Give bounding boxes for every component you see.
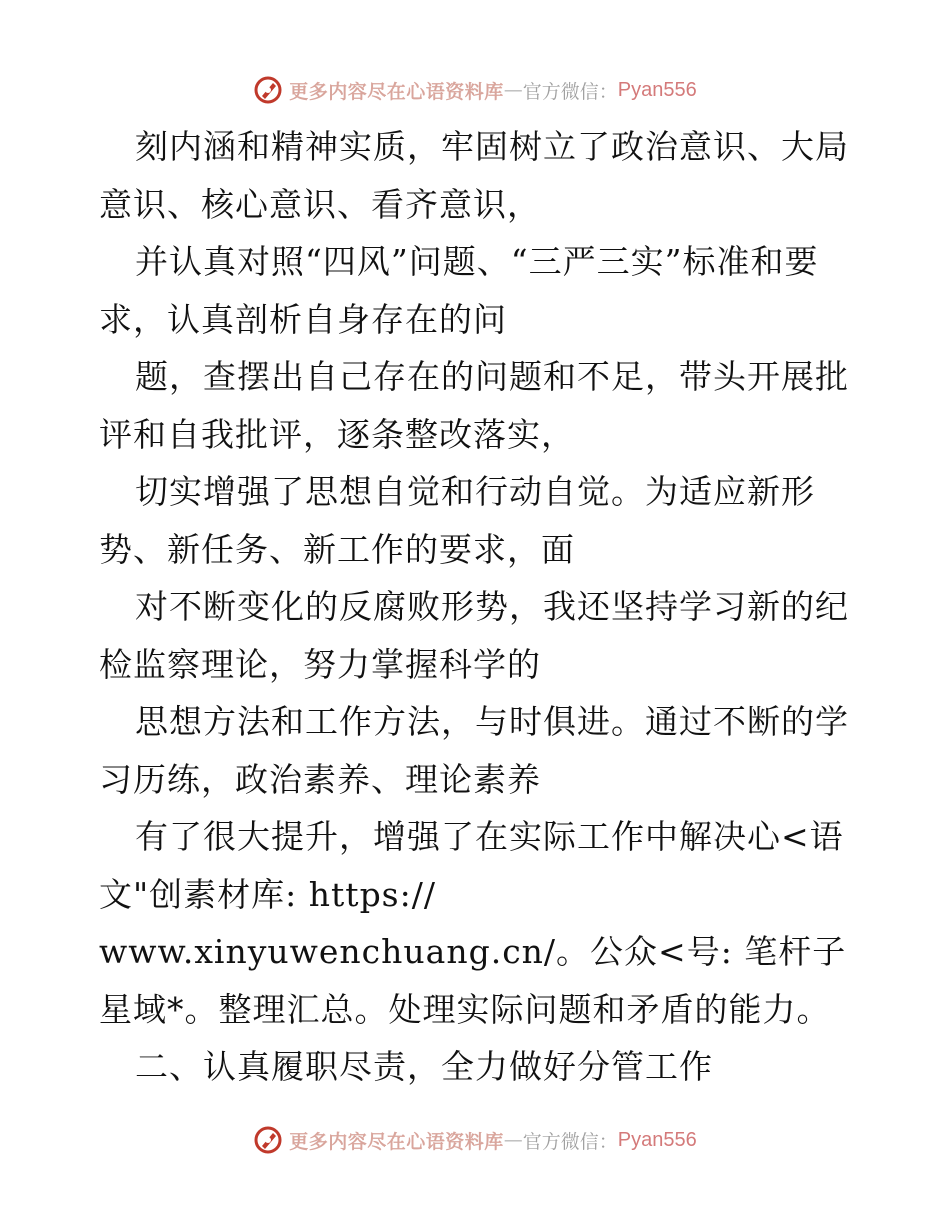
banner-wechat-id: Pyan556 <box>617 78 697 101</box>
banner-wechat-id: Pyan556 <box>617 1128 697 1151</box>
banner-wechat-label: 官方微信： <box>522 80 618 103</box>
pen-emblem-logo-icon <box>253 1125 283 1155</box>
paragraph: 并认真对照“四风”问题、“三严三实”标准和要求，认真剖析自身存在的问 <box>99 242 819 339</box>
banner-slogan: 更多内容尽在心语资料库 <box>289 1130 504 1153</box>
banner-wechat-label: 官方微信： <box>522 1130 618 1153</box>
paragraph: 切实增强了思想自觉和行动自觉。为适应新形势、新任务、新工作的要求，面 <box>99 472 815 569</box>
document-body <box>99 118 859 1096</box>
paragraph: 对不断变化的反腐败形势，我还坚持学习新的纪检监察理论，努力掌握科学的 <box>99 587 849 684</box>
banner-dash: — <box>503 1129 523 1151</box>
paragraph: www.xinyuwenchuang.cn/。公众<号: 笔杆子星域*。整理汇总。处理实际问题和矛盾的能力。 <box>99 932 847 1029</box>
paragraph: 题，查摆出自己存在的问题和不足，带头开展批评和自我批评，逐条整改落实， <box>99 357 849 454</box>
banner-dash: — <box>503 79 523 101</box>
pen-emblem-logo-icon <box>253 75 283 105</box>
paragraph: 思想方法和工作方法，与时俱进。通过不断的学习历练，政治素养、理论素养 <box>99 702 849 799</box>
banner-slogan: 更多内容尽在心语资料库 <box>289 80 504 103</box>
section-heading: 二、认真履职尽责，全力做好分管工作 <box>135 1047 713 1086</box>
paragraph: 有了很大提升，增强了在实际工作中解决心<语文"创素材库: https:// <box>99 817 844 914</box>
footer-watermark-banner <box>0 1120 950 1160</box>
header-watermark-banner <box>0 70 950 110</box>
paragraph: 刻内涵和精神实质，牢固树立了政治意识、大局意识、核心意识、看齐意识， <box>99 127 849 224</box>
